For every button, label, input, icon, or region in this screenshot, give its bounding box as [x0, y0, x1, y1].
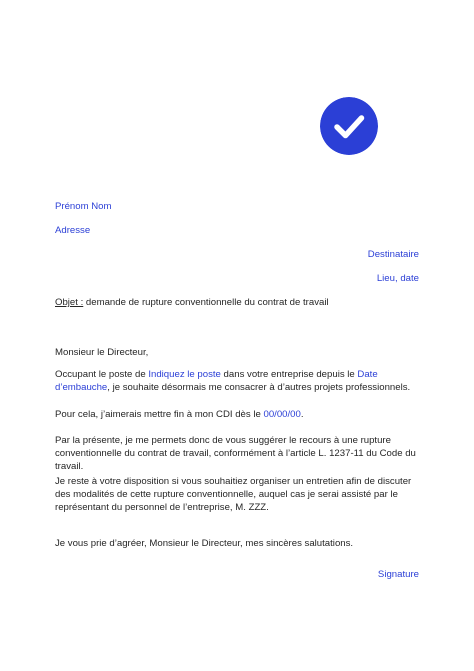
p1-text-c: , je souhaite désormais me consacrer à d’autres projets professionnels. [107, 382, 411, 393]
closing-paragraph [55, 537, 427, 550]
end-date-placeholder: 00/00/00 [263, 409, 301, 420]
paragraph-availability [55, 475, 427, 514]
subject-text: demande de rupture conventionnelle du contrat de travail [83, 297, 329, 308]
p1-text-a: Occupant le poste de [55, 369, 149, 380]
sender-address: Adresse [55, 225, 91, 236]
sender-name: Prénom Nom [55, 201, 112, 212]
hire-date-placeholder: Date d’embauche [55, 369, 378, 393]
subject-line [55, 296, 329, 309]
p2-text-a: Pour cela, j’aimerais mettre fin à mon CDI dès le [55, 409, 264, 420]
p3-text: Par la présente, je me permets donc de vous suggérer le recours à une rupture conventionnelle du contrat de travail, conformément à l’article L. 1237-11 du Code du travail. [55, 435, 416, 472]
check-circle-icon [320, 97, 378, 155]
closing-text: Je vous prie d’agréer, Monsieur le Directeur, mes sincères salutations. [55, 538, 354, 549]
paragraph-position [55, 368, 427, 394]
p4-text: Je reste à votre disposition si vous souhaitiez organiser un entretien afin de discuter des modalités de cette rupture conventionnelle, auquel cas je serai assisté par le représentant du personnel de l’entreprise, M. ZZZ. [55, 476, 412, 513]
paragraph-request [55, 434, 427, 473]
paragraph-end-date [55, 408, 427, 421]
salutation [55, 346, 427, 359]
p1-text-b: dans votre entreprise depuis le [220, 369, 358, 380]
position-placeholder: Indiquez le poste [148, 369, 221, 380]
recipient: Destinataire [367, 249, 419, 260]
p2-text-b: . [300, 409, 304, 420]
place-date: Lieu, date [376, 273, 419, 284]
subject-label: Objet : [55, 297, 84, 308]
signature: Signature [377, 569, 419, 580]
salutation-text: Monsieur le Directeur, [55, 347, 149, 358]
